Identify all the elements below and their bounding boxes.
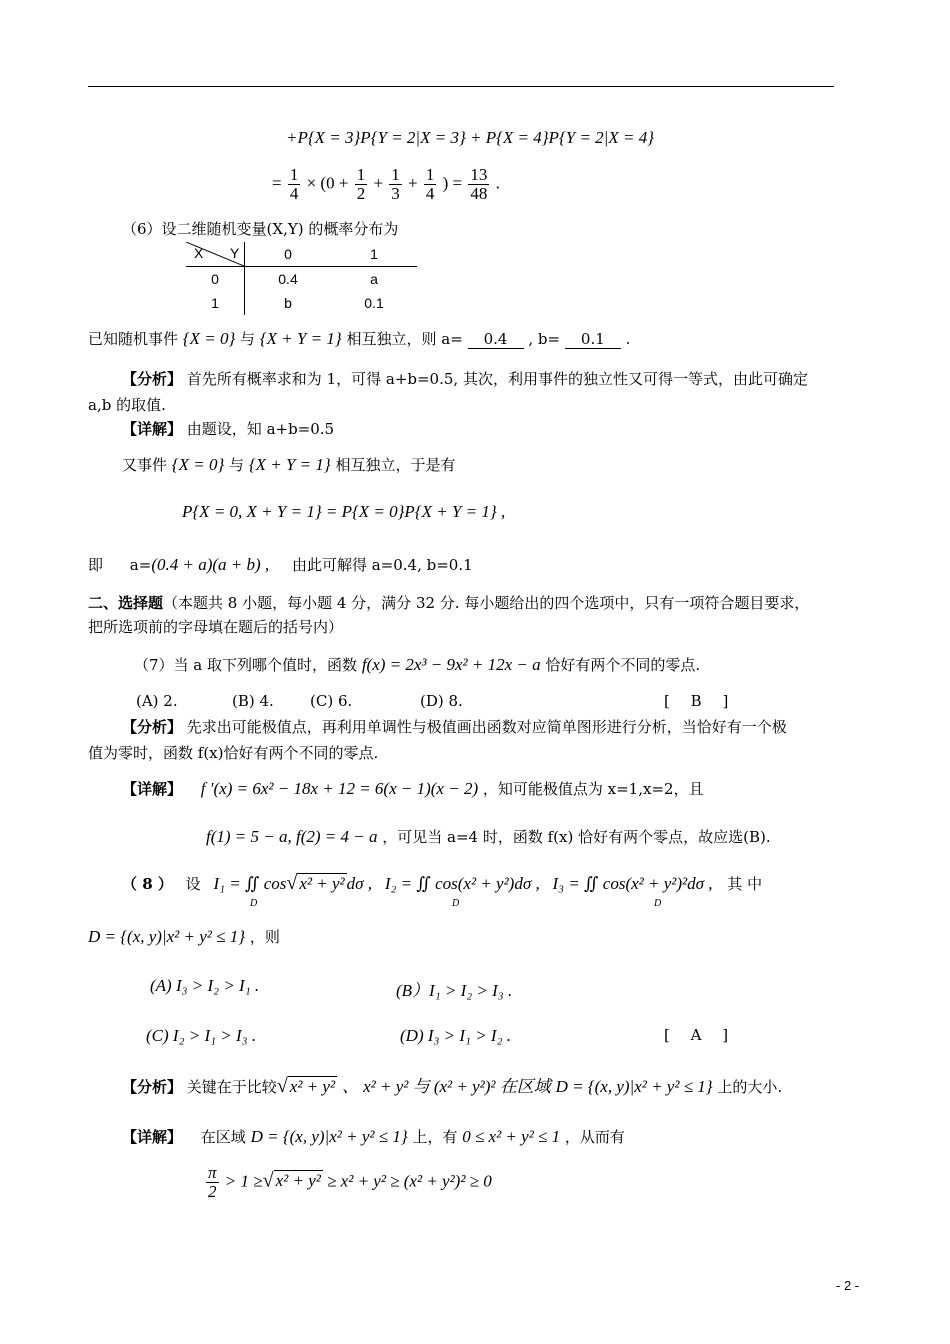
text: ，可见当 a=4 时，函数 f(x) 恰好有两个零点，故应选(B). <box>382 828 771 846</box>
probability-table <box>186 242 417 315</box>
q6-independence-eq: P{X = 0, X + Y = 1} = P{X = 0}P{X + Y = 1} , <box>182 502 506 521</box>
q8-domain <box>88 926 280 947</box>
denominator: 4 <box>289 184 299 203</box>
period: . <box>495 173 500 193</box>
fraction <box>206 1164 219 1201</box>
q8-option-a: (A) I₃ > I₂ > I₁ . <box>150 976 260 995</box>
fraction <box>424 166 437 203</box>
text: （7）当 a 取下列哪个值时，函数 <box>134 656 358 674</box>
page-number: - 2 - <box>836 1278 860 1293</box>
operator: × (0 + <box>306 173 349 193</box>
table-header-cell: 0 <box>245 242 332 267</box>
denominator: 2 <box>208 1182 217 1201</box>
text: 又事件 <box>122 456 168 474</box>
text: ，知可能极值点为 x=1,x=2，且 <box>482 780 704 798</box>
integral-i3: I₃ = ∬ cos(x² + y²)²dσ , <box>552 874 713 893</box>
q8-final-chain <box>204 1164 492 1201</box>
subscript-d2: D <box>452 898 460 909</box>
corner-y-label: Y <box>230 245 240 261</box>
q8-answer-bracket <box>664 1026 728 1044</box>
analysis-tag: 【分析】 <box>122 1078 183 1096</box>
fraction <box>389 166 402 203</box>
text: 即 <box>88 556 104 574</box>
q8-answer: A <box>690 1026 702 1044</box>
q6-detail-line1 <box>122 418 334 439</box>
table-row <box>186 267 417 292</box>
text: （本题共 8 小题，每小题 4 分，满分 32 分. 每小题给出的四个选项中，只有一项符合题目要求， <box>163 594 810 612</box>
table-cell: 0.4 <box>278 271 298 287</box>
q5-line2 <box>272 166 500 203</box>
q7-answer-bracket <box>664 692 728 710</box>
q8-analysis <box>122 1072 782 1098</box>
q7-detail-line2 <box>206 826 771 847</box>
answer-a: 0.4 <box>468 330 524 349</box>
bracket: [ <box>664 1026 670 1044</box>
q7-detail-line1 <box>122 778 704 799</box>
table-row <box>186 291 417 315</box>
numerator: 1 <box>289 165 299 184</box>
equals: = <box>272 173 282 193</box>
bracket: ] <box>722 1026 729 1044</box>
denominator: 3 <box>391 184 400 203</box>
operator: + <box>373 173 384 193</box>
fraction <box>288 166 301 203</box>
q8-stem <box>122 872 762 895</box>
numerator: 13 <box>470 165 488 184</box>
fraction <box>355 166 368 203</box>
detail-tag: 【详解】 <box>122 1128 183 1146</box>
q7-option-a: (A) 2. <box>136 692 178 710</box>
fraction <box>468 166 489 203</box>
operator: ) = <box>442 173 463 193</box>
table-cell: b <box>284 295 292 311</box>
text: 在区域 <box>200 1128 246 1146</box>
inequality-expr: 0 ≤ x² + y² ≤ 1 <box>462 1127 561 1146</box>
q7-answer: B <box>690 692 702 710</box>
q5-line1: +P{X = 3}P{Y = 2|X = 3} + P{X = 4}P{Y = 2|X = 4} <box>286 128 654 147</box>
q7-option-b: (B) 4. <box>232 692 274 710</box>
subscript-d3: D <box>654 898 662 909</box>
period: . <box>625 330 631 348</box>
q8-detail <box>122 1126 625 1147</box>
domain-expr: D = {(x, y)|x² + y² ≤ 1} <box>555 1077 713 1096</box>
text: 相互独立，于是有 <box>335 456 456 474</box>
section2-desc-line2: 把所选项前的字母填在题后的括号内） <box>88 618 344 636</box>
q7-option-c: (C) 6. <box>310 692 353 710</box>
integral-i1 <box>213 874 372 893</box>
numerator: π <box>208 1163 217 1182</box>
table-header-row <box>186 242 417 267</box>
table-row-label: 0 <box>186 267 245 292</box>
q6-analysis-line2: a,b 的取值. <box>88 396 166 414</box>
radicand: x² + y² <box>289 1077 336 1096</box>
question-number: （ 8 ） <box>122 875 173 893</box>
radicand: x² + y² <box>275 1171 321 1191</box>
compare-expr: 、 x² + y² 与 (x² + y²)² 在区域 <box>341 1077 551 1096</box>
table-header-cell: 1 <box>331 242 417 267</box>
text: ，从而有 <box>564 1128 625 1146</box>
numerator: 1 <box>356 165 366 184</box>
analysis-tag: 【分析】 <box>122 718 183 736</box>
radicand: x² + y² <box>299 874 345 893</box>
answer-b: 0.1 <box>565 330 621 349</box>
q7-analysis-line1 <box>122 716 787 737</box>
text: , b= <box>528 330 561 348</box>
text: 上，有 <box>412 1128 458 1146</box>
event-x0: {X = 0} <box>171 455 225 474</box>
q8-option-d: (D) I₃ > I₁ > I₂ . <box>400 1026 512 1045</box>
value-expr: f(1) = 5 − a, f(2) = 4 − a <box>206 827 378 846</box>
text: a= <box>129 556 152 574</box>
integral-text: dσ , <box>346 874 373 893</box>
inequality-chain: ≥ x² + y² ≥ (x² + y²)² ≥ 0 <box>327 1171 492 1191</box>
derivative-expr: f ′(x) = 6x² − 18x + 12 = 6(x − 1)(x − 2) <box>200 779 479 798</box>
section-title: 二、选择题 <box>88 594 164 612</box>
text: 其 中 <box>727 875 763 893</box>
event-x0: {X = 0} <box>182 329 236 348</box>
sqrt-icon: √ <box>286 872 298 894</box>
detail-tag: 【详解】 <box>122 420 183 438</box>
text: ，则 <box>249 928 280 946</box>
operator: + <box>408 173 418 193</box>
header-rule <box>88 86 834 87</box>
q6-stem: （6）设二维随机变量(X,Y) 的概率分布为 <box>122 220 399 238</box>
integral-i2: I₂ = ∬ cos(x² + y²)dσ , <box>384 874 540 893</box>
text: 上的大小. <box>717 1078 783 1096</box>
numerator: 1 <box>391 165 400 184</box>
text: 已知随机事件 <box>88 330 179 348</box>
q6-detail-line2 <box>122 454 456 475</box>
text: 由此可解得 a=0.4, b=0.1 <box>291 556 473 574</box>
bracket: ] <box>722 692 729 710</box>
denominator: 48 <box>470 184 488 203</box>
function-expr: f(x) = 2x³ − 9x² + 12x − a <box>361 655 541 674</box>
section2-heading <box>88 592 809 613</box>
table-corner-cell <box>186 242 245 267</box>
table-cell: a <box>370 271 378 287</box>
sqrt-icon: √ <box>276 1075 288 1097</box>
text: 设 <box>185 875 201 893</box>
text: 与 <box>229 456 245 474</box>
operator: > 1 ≥ <box>224 1171 263 1191</box>
numerator: 1 <box>425 165 435 184</box>
text: 与 <box>240 330 256 348</box>
q6-detail-line4 <box>88 554 473 575</box>
q7-option-d: (D) 8. <box>420 692 463 710</box>
subscript-d1: D <box>250 898 258 909</box>
bracket: [ <box>664 692 670 710</box>
expression: (0.4 + a)(a + b) , <box>151 555 270 574</box>
detail-tag: 【详解】 <box>122 780 183 798</box>
corner-x-label: X <box>194 245 204 261</box>
q6-analysis-line1 <box>122 368 808 389</box>
table-row-label: 1 <box>186 291 245 315</box>
text: 恰好有两个不同的零点. <box>545 656 701 674</box>
analysis-tag: 【分析】 <box>122 370 183 388</box>
text: 相互独立，则 a= <box>346 330 463 348</box>
text: 首先所有概率求和为 1，可得 a+b=0.5, 其次，利用事件的独立性又可得一等式，由此可确定 <box>186 370 808 388</box>
q7-analysis-line2: 值为零时，函数 f(x)恰好有两个不同的零点. <box>88 744 379 762</box>
q7-stem <box>134 654 700 675</box>
denominator: 4 <box>425 184 435 203</box>
domain-expr: D = {(x, y)|x² + y² ≤ 1} <box>250 1127 408 1146</box>
sqrt-icon: √ <box>262 1169 274 1192</box>
q8-option-c: (C) I₂ > I₁ > I₃ . <box>146 1026 257 1045</box>
text: 关键在于比较 <box>186 1078 277 1096</box>
denominator: 2 <box>356 184 366 203</box>
text: 先求出可能极值点，再利用单调性与极值画出函数对应简单图形进行分析，当恰好有一个极 <box>186 718 787 736</box>
event-xy1: {X + Y = 1} <box>248 455 331 474</box>
text: 由题设，知 a+b=0.5 <box>186 420 335 438</box>
event-xy1: {X + Y = 1} <box>259 329 342 348</box>
q8-option-b: (B）I₁ > I₂ > I₃ . <box>396 981 513 1000</box>
table-cell: 0.1 <box>364 295 384 311</box>
domain-expr: D = {(x, y)|x² + y² ≤ 1} <box>88 927 246 946</box>
q6-condition <box>88 328 630 349</box>
integral-text: I₁ = ∬ cos <box>213 874 287 893</box>
